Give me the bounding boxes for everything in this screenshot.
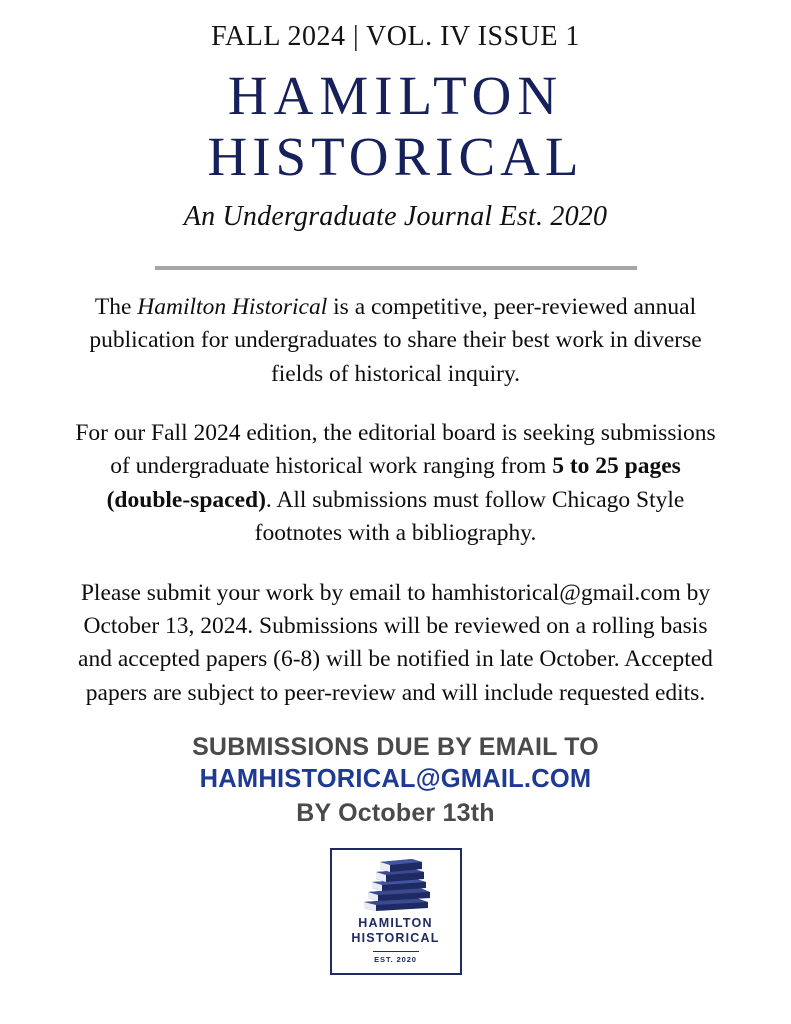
cta-line-1: SUBMISSIONS DUE BY EMAIL TO [192,732,599,761]
journal-tagline: An Undergraduate Journal Est. 2020 [183,200,608,232]
cta-email[interactable]: HAMHISTORICAL@GMAIL.COM [199,764,592,793]
body-copy [73,270,719,710]
horizontal-rule [155,266,637,270]
journal-title [0,65,791,188]
journal-name-italic: Hamilton Historical [137,293,328,320]
logo-wrap [0,848,791,975]
book-stack-icon [358,858,434,912]
logo-established: EST. 2020 [374,955,417,965]
journal-title-line-2: HISTORICAL [207,126,584,188]
journal-title-line-1: HAMILTON [227,64,564,126]
paragraph-submissions [73,417,719,550]
paragraph-about-part-2: is a competitive, peer-reviewed annual publication for undergraduates to share their best work in diverse fields of historical inquiry. [89,293,702,387]
page-range-bold: 5 to 25 pages (double-spaced) [106,453,681,513]
paragraph-submissions-part-2: . All submissions must follow Chicago Style footnotes with a bibliography. [254,486,685,547]
logo-name [351,916,439,947]
logo-divider [373,951,419,953]
paragraph-instructions: Please submit your work by email to hamhistorical@gmail.com by October 13, 2024. Submissions will be reviewed on a rolling basis and accepted papers (6-8) will be notified in late October. Accepted papers are subject to peer-review and will include requested edits. [78,579,713,706]
masthead [0,0,791,233]
paragraph-about-part-1: The [94,293,138,320]
logo-name-line-1: HAMILTON [358,915,433,930]
issue-line: FALL 2024 | VOL. IV ISSUE 1 [211,21,580,52]
logo-name-line-2: HISTORICAL [351,931,440,946]
paragraph-about [73,291,719,391]
cta-deadline: BY October 13th [296,798,495,827]
journal-logo [330,848,462,975]
call-to-action [0,732,791,828]
paragraph-submissions-part-1: For our Fall 2024 edition, the editorial board is seeking submissions of undergraduate historical work ranging from [75,420,716,480]
